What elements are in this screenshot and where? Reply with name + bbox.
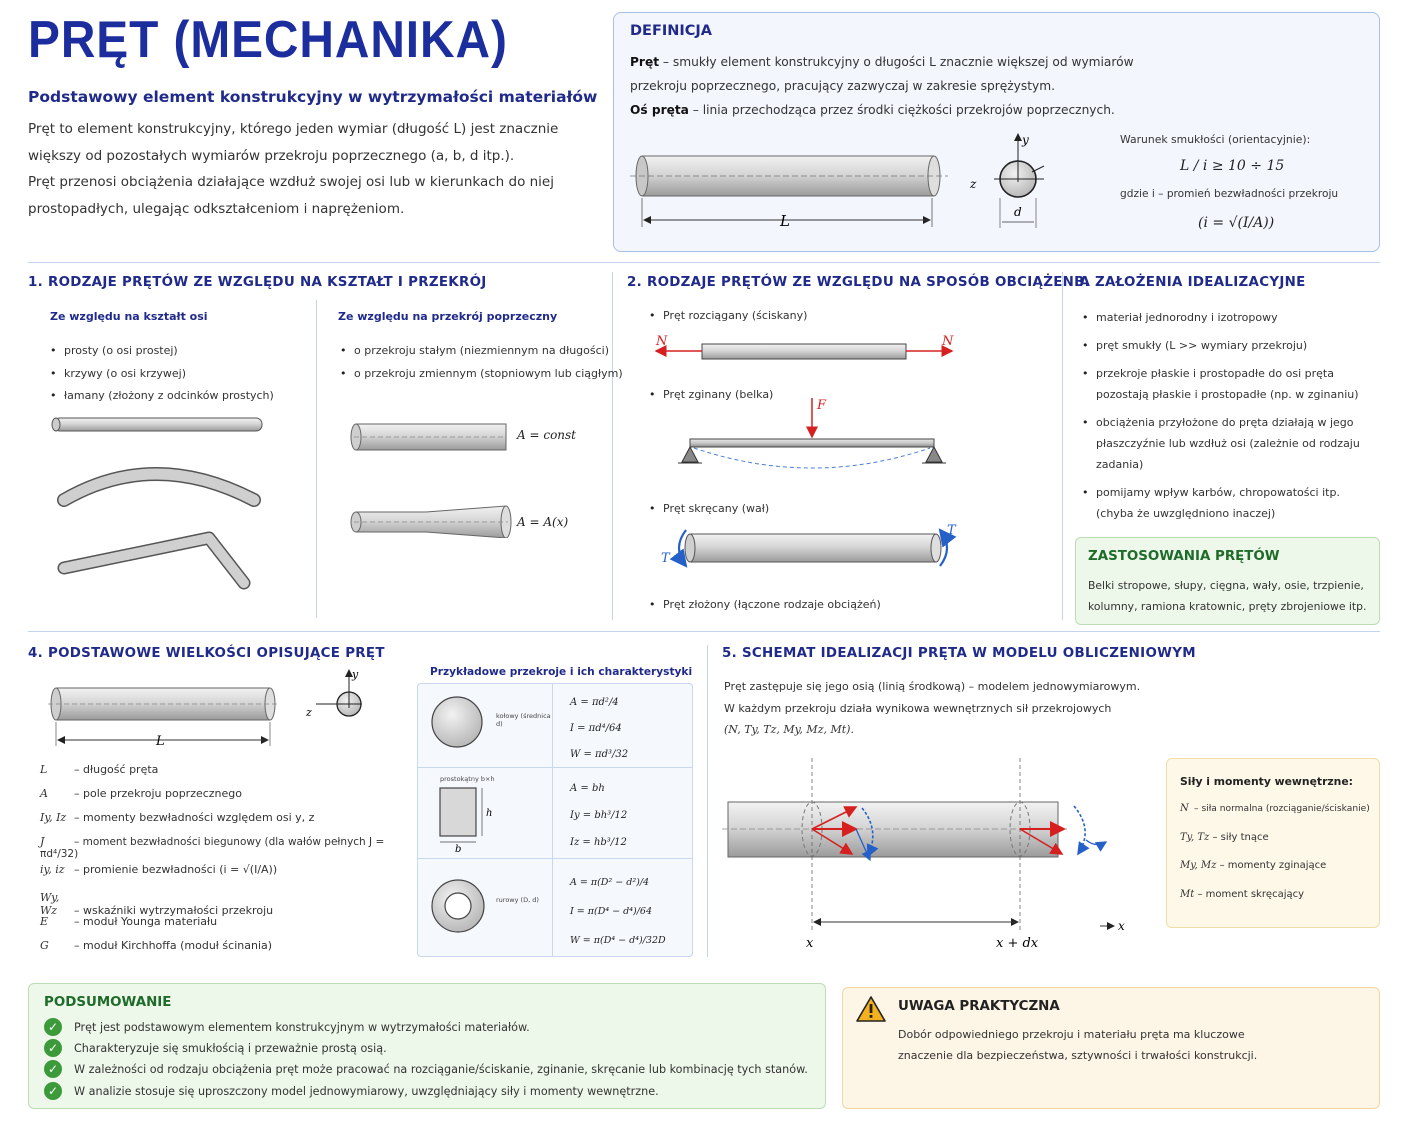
applications-text: Belki stropowe, słupy, cięgna, wały, osie, trzpienie, kolumny, ramiona kratownic, pręty zbrojeniowe itp. — [1088, 579, 1367, 613]
cross-section-shapes — [346, 418, 516, 538]
quantity-row: J – moment bezwładności biegunowy (dla wałów pełnych J = πd⁴/32) — [40, 835, 385, 860]
bar-shapes-diagram — [44, 408, 274, 598]
divider-top — [28, 262, 1380, 263]
definition-bar-diagram — [630, 132, 1110, 240]
list-item: • o przekroju zmiennym (stopniowym lub ciągłym) — [338, 363, 623, 386]
tube-formulas — [570, 868, 666, 955]
divider-sec1 — [316, 300, 317, 618]
quantity-row: A – pole przekroju poprzecznego — [40, 787, 243, 800]
check-icon: ✓ — [44, 1082, 62, 1100]
formula: I = π(D⁴ − d⁴)/64 — [570, 906, 653, 917]
force-n-right: N — [942, 334, 954, 349]
definition-text — [630, 50, 1190, 122]
straight-bar — [52, 418, 262, 431]
variable-section-bar — [351, 506, 511, 538]
text-line: W każdym przekroju działa wynikowa wewnętrznych sił przekrojowych — [724, 701, 1112, 715]
loading-diagrams — [650, 330, 960, 590]
circle-formulas — [570, 690, 628, 768]
length-label: L — [156, 734, 165, 749]
axis-y-label: y — [1022, 133, 1029, 147]
intro-line: prostopadłych, ulegając odkształceniom i naprężeniom. — [28, 200, 405, 217]
formula: A = π(D² − d²)/4 — [570, 877, 650, 888]
axis-y-label: y — [352, 668, 359, 681]
force-row: N – siła normalna (rozciąganie/ściskanie) — [1180, 803, 1370, 814]
text-line: Dobór odpowiedniego przekroju i materiału pręta ma kluczowe — [898, 1028, 1245, 1041]
slenderness-title: Warunek smukłości (orientacyjnie): — [1120, 133, 1311, 146]
section-4-heading: 4. PODSTAWOWE WIELKOŚCI OPISUJĄCE PRĘT — [28, 646, 385, 661]
axis-z-label: z — [970, 177, 977, 191]
axis-z-label: z — [306, 706, 312, 719]
torque-t-right: T — [947, 523, 956, 538]
warning-heading: UWAGA PRAKTYCZNA — [898, 999, 1060, 1014]
cross-section-subheading: Ze względu na przekrój poprzeczny — [338, 310, 558, 323]
quantity-row: iy, iz – promienie bezwładności (i = √(I/A)) — [40, 863, 278, 876]
bar-segment — [722, 802, 1067, 857]
tube-section — [432, 880, 484, 932]
list-item: • Pręt rozciągany (ściskany) — [647, 309, 807, 322]
formula: Iz = hb³/12 — [570, 837, 627, 848]
quantity-row: G – moduł Kirchhoffa (moduł ścinania) — [40, 939, 273, 952]
rectangular-label: prostokątny b×h — [440, 775, 495, 783]
list-item: • Pręt skręcany (wał) — [647, 502, 769, 515]
forces-heading: Siły i momenty wewnętrzne: — [1180, 775, 1354, 788]
rect-height-label: h — [486, 808, 493, 819]
variable-area-label: A = A(x) — [517, 515, 569, 529]
rect-width-label: b — [455, 844, 462, 855]
quantity-row: Iy, Iz – momenty bezwładności względem osi y, z — [40, 811, 315, 824]
rect-formulas — [570, 775, 627, 856]
rectangular-section — [440, 788, 476, 836]
bar-term: Pręt — [630, 55, 660, 69]
warning-icon — [856, 995, 886, 1023]
tension-bar — [655, 334, 954, 359]
section-3-heading: 3. ZAŁOŻENIA IDEALIZACYJNE — [1075, 275, 1306, 290]
intro-line: Pręt przenosi obciążenia działające wzdłuż swojej osi lub w kierunkach do niej — [28, 174, 554, 190]
section-2-heading: 2. RODZAJE PRĘTÓW ZE WZGLĘDU NA SPOSÓB OBCIĄŻENIA — [627, 275, 1091, 290]
sections-heading: Przykładowe przekroje i ich charakterystyki — [430, 666, 693, 678]
list-item: • obciążenia przyłożone do pręta działają w jego płaszczyźnie lub wzdłuż osi (zależnie od rodzaju zadania) — [1080, 412, 1376, 475]
formula: W = πd³/32 — [570, 749, 629, 760]
divider-sec4-sec5 — [707, 645, 708, 957]
formula: A = bh — [570, 783, 605, 794]
axis-shape-list — [48, 340, 274, 408]
formula: I = πd⁴/64 — [570, 723, 622, 734]
force-row: My, Mz – momenty zginające — [1180, 860, 1327, 871]
list-item: • Pręt zginany (belka) — [647, 388, 773, 401]
bar-cylinder — [630, 156, 948, 196]
radius-note: gdzie i – promień bezwładności przekroju — [1120, 188, 1339, 200]
length-label: L — [780, 212, 790, 230]
axis-shape-subheading: Ze względu na kształt osi — [50, 310, 208, 323]
tube-label: rurowy (D, d) — [496, 896, 539, 904]
radius-formula: (i = √(I/A)) — [1198, 215, 1275, 231]
list-item: • pomijamy wpływ karbów, chropowatości itp. (chyba że uwzględniono inaczej) — [1080, 482, 1376, 524]
list-item: • Pręt złożony (łączone rodzaje obciążeń) — [647, 598, 881, 611]
divider-middle — [28, 631, 1380, 632]
quantities-list — [40, 763, 410, 963]
circular-label: kołowy (średnica d) — [496, 712, 551, 728]
sections-table-divider — [552, 683, 553, 957]
constant-area-label: A = const — [517, 428, 577, 442]
circular-section — [432, 697, 482, 747]
slenderness-formula: L / i ≥ 10 ÷ 15 — [1180, 158, 1285, 174]
summary-item: ✓ W analizie stosuje się uproszczony model jednowymiarowy, uwzględniający siły i momenty wewnętrzne. — [44, 1082, 659, 1100]
page-subtitle: Podstawowy element konstrukcyjny w wytrzymałości materiałów — [28, 88, 598, 106]
quantity-row: Wy, Wz – wskaźniki wytrzymałości przekroju — [40, 891, 274, 917]
text-line: (N, Ty, Tz, My, Mz, Mt). — [724, 723, 854, 736]
constant-section-bar — [351, 424, 506, 450]
bar-definition: – smukły element konstrukcyjny o długości L znacznie większej od wymiarów — [662, 55, 1134, 69]
x-axis-label: x — [1118, 919, 1125, 933]
forces-list — [1180, 803, 1376, 917]
force-row: Ty, Tz – siły tnące — [1180, 831, 1269, 843]
section-5-heading: 5. SCHEMAT IDEALIZACJI PRĘTA W MODELU OBLICZENIOWYM — [722, 646, 1196, 661]
bar-dimensions-diagram — [44, 668, 384, 752]
section-1-heading: 1. RODZAJE PRĘTÓW ZE WZGLĘDU NA KSZTAŁT I PRZEKRÓJ — [28, 275, 487, 290]
loading-list-item-1 — [647, 309, 807, 322]
check-icon: ✓ — [44, 1039, 62, 1057]
idealization-diagram — [722, 750, 1162, 955]
summary-item: ✓ W zależności od rodzaju obciążenia pręt może pracować na rozciąganie/ściskanie, zginanie, skręcanie lub kombinację tych stanów. — [44, 1060, 808, 1078]
formula: W = π(D⁴ − d⁴)/32D — [570, 935, 666, 946]
axis-definition: – linia przechodząca przez środki ciężkości przekrojów poprzecznych. — [692, 103, 1115, 117]
beam — [678, 398, 946, 468]
xdx-label: x + dx — [996, 936, 1039, 951]
x-label: x — [806, 936, 814, 951]
divider-sec1-sec2 — [612, 272, 613, 620]
list-item: • przekroje płaskie i prostopadłe do osi pręta pozostają płaskie i prostopadłe (np. w zginaniu) — [1080, 363, 1376, 405]
cross-section-list — [338, 340, 623, 385]
quantity-row: E – moduł Younga materiału — [40, 915, 218, 928]
axis-term: Oś pręta — [630, 103, 689, 117]
check-icon: ✓ — [44, 1060, 62, 1078]
idealization-text — [724, 676, 1140, 741]
bar-definition-cont: przekroju poprzecznego, pracujący zazwyczaj w zakresie sprężystym. — [630, 79, 1055, 93]
torque-t-left: T — [661, 551, 670, 566]
cross-section-diagram — [969, 133, 1044, 228]
warning-text — [898, 1024, 1368, 1066]
intro-text — [28, 116, 588, 222]
quantity-row: L – długość pręta — [40, 763, 159, 776]
list-item: • łamany (złożony z odcinków prostych) — [48, 385, 274, 408]
force-f-label: F — [817, 398, 827, 413]
loading-list-item-4 — [647, 598, 881, 611]
force-n-left: N — [656, 334, 668, 349]
summary-item: ✓ Pręt jest podstawowym elementem konstrukcyjnym w wytrzymałości materiałów. — [44, 1018, 530, 1036]
list-item: • materiał jednorodny i izotropowy — [1080, 307, 1376, 328]
force-row: Mt – moment skręcający — [1180, 888, 1305, 900]
formula: A = πd²/4 — [570, 697, 619, 708]
intro-line: Pręt to element konstrukcyjny, którego jeden wymiar (długość L) jest znacznie — [28, 121, 559, 137]
intro-line: większy od pozostałych wymiarów przekroju poprzecznego (a, b, d itp.). — [28, 147, 515, 164]
applications-heading: ZASTOSOWANIA PRĘTÓW — [1088, 549, 1280, 564]
formula: Iy = bh³/12 — [570, 810, 628, 821]
text-line: znaczenie dla bezpieczeństwa, sztywności i trwałości konstrukcji. — [898, 1049, 1258, 1062]
page-title: PRĘT (MECHANIKA) — [28, 11, 508, 69]
list-item: • krzywy (o osi krzywej) — [48, 363, 274, 386]
assumptions-list — [1080, 307, 1376, 524]
list-item: • o przekroju stałym (niezmiennym na długości) — [338, 340, 623, 363]
list-item: • prosty (o osi prostej) — [48, 340, 274, 363]
check-icon: ✓ — [44, 1018, 62, 1036]
list-item: • pręt smukły (L >> wymiary przekroju) — [1080, 335, 1376, 356]
divider-sec2-sec3 — [1062, 272, 1063, 620]
summary-item: ✓ Charakteryzuje się smukłością i przeważnie prostą osią. — [44, 1039, 387, 1057]
diameter-label: d — [1014, 205, 1022, 219]
text-line: Pręt zastępuje się jego osią (linią środkową) – modelem jednowymiarowym. — [724, 680, 1141, 693]
summary-heading: PODSUMOWANIE — [44, 995, 172, 1010]
definition-heading: DEFINICJA — [630, 23, 713, 39]
torsion-shaft — [661, 523, 957, 566]
